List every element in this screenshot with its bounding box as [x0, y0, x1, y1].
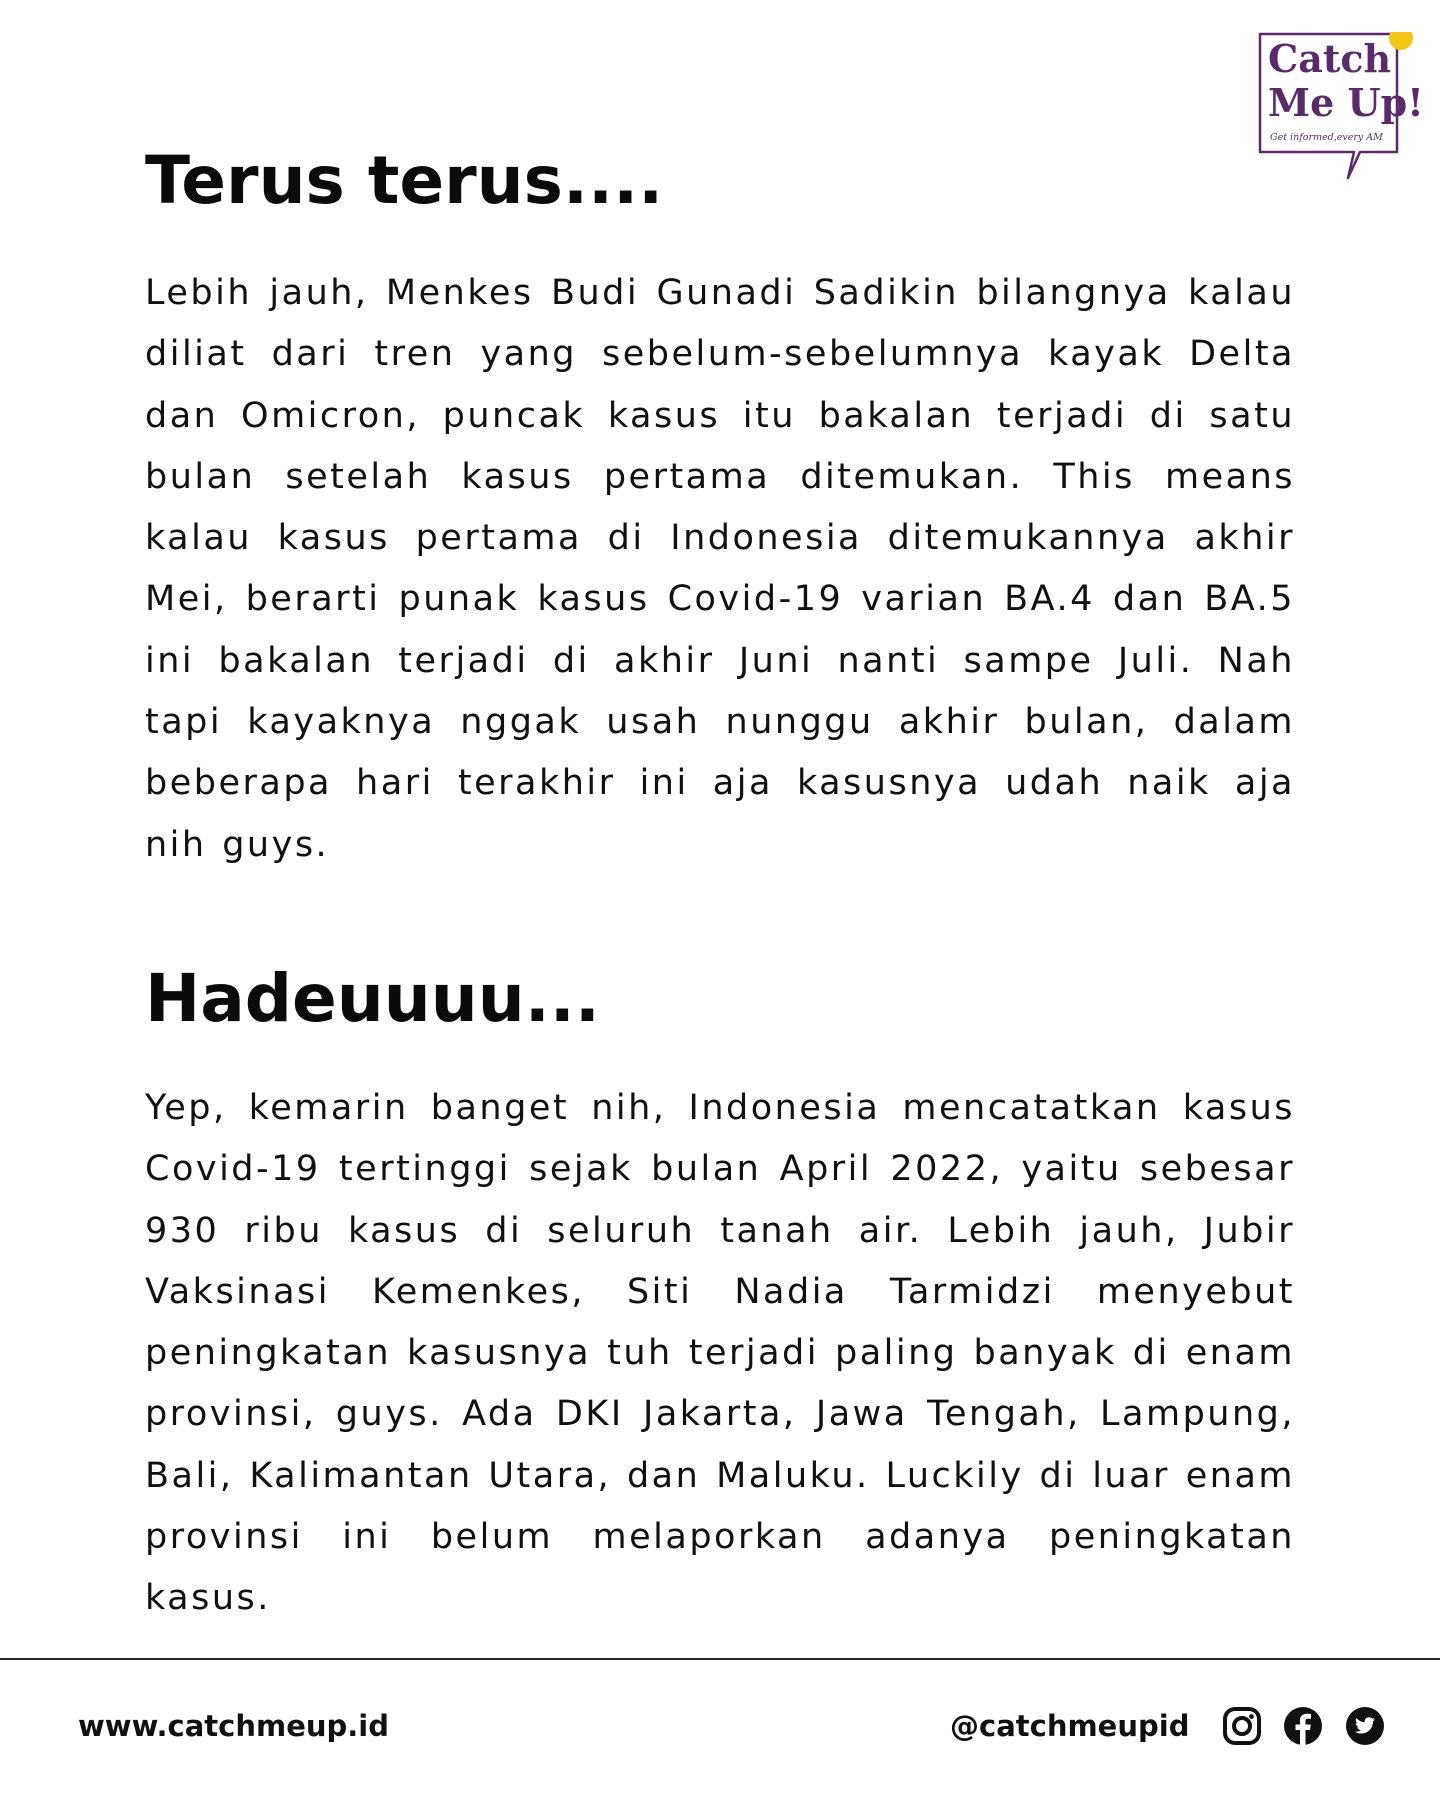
footer-divider	[0, 1658, 1440, 1660]
twitter-icon[interactable]	[1345, 1706, 1385, 1746]
logo-text-catch: Catch	[1268, 36, 1392, 81]
logo-tagline: Get informed,every AM	[1270, 132, 1383, 143]
section-paragraph-terus-terus: Lebih jauh, Menkes Budi Gunadi Sadikin bilangnya kalau diliat dari tren yang sebelum-sebelumnya kayak Delta dan Omicron, puncak kasus itu bakalan terjadi di satu bulan setelah kasus pertama ditemukan. This means kalau kasus pertama di Indonesia ditemukannya akhir Mei, berarti punak kasus Covid-19 varian BA.4 dan BA.5 ini bakalan terjadi di akhir Juni nanti sampe Juli. Nah tapi kayaknya nggak usah nunggu akhir bulan, dalam beberapa hari terakhir ini aja kasusnya udah naik aja nih guys.	[145, 273, 1295, 865]
instagram-icon[interactable]	[1222, 1706, 1262, 1746]
section-paragraph-hadeuuuu: Yep, kemarin banget nih, Indonesia mencatatkan kasus Covid-19 tertinggi sejak bulan April 2022, yaitu sebesar 930 ribu kasus di seluruh tanah air. Lebih jauh, Jubir Vaksinasi Kemenkes, Siti Nadia Tarmidzi menyebut peningkatan kasusnya tuh terjadi paling banyak di enam provinsi, guys. Ada DKI Jakarta, Jawa Tengah, Lampung, Bali, Kalimantan Utara, dan Maluku. Luckily di luar enam provinsi ini belum melaporkan adanya peningkatan kasus.	[145, 1088, 1295, 1619]
logo-text-me-up: Me Up!	[1268, 80, 1424, 125]
footer-social-handle[interactable]: @catchmeupid	[950, 1709, 1190, 1743]
footer-website-link[interactable]: www.catchmeup.id	[78, 1709, 389, 1743]
facebook-icon[interactable]	[1283, 1706, 1323, 1746]
section-heading-terus-terus: Terus terus....	[145, 142, 664, 219]
section-heading-hadeuuuu: Hadeuuuu...	[145, 960, 600, 1037]
